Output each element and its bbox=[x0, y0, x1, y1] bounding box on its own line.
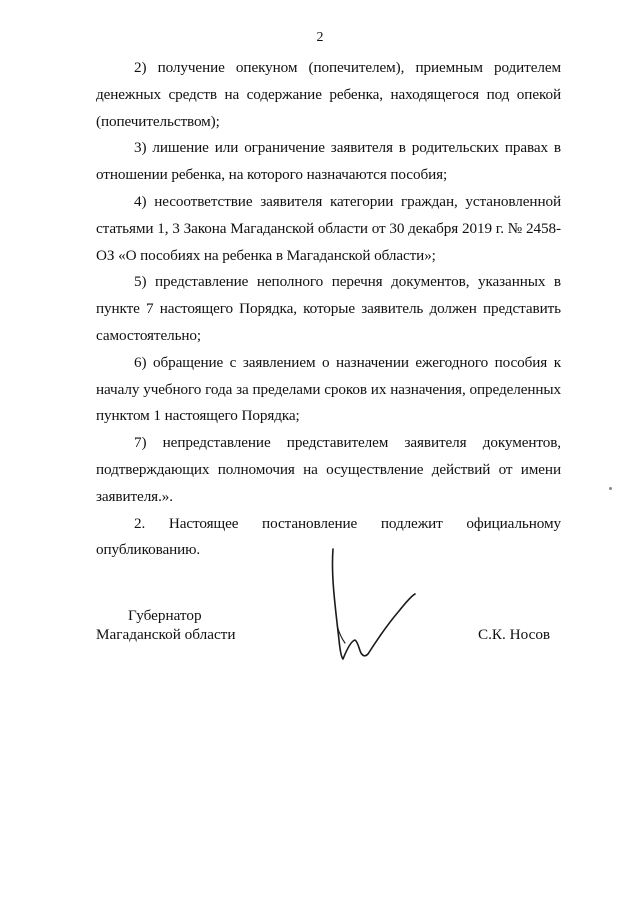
paragraph-item-2: 2) получение опекуном (попечителем), приемным родителем денежных средств на содержание ребенка, находящегося под опекой (попечительством); bbox=[96, 59, 561, 130]
paragraph-item-6: 6) обращение с заявлением о назначении ежегодного пособия к началу учебного года за пределами сроков их назначения, определенных пунктом 1 настоящего Порядка; bbox=[96, 353, 561, 425]
paragraph-item-3: 3) лишение или ограничение заявителя в родительских правах в отношении ребенка, на которого назначаются пособия; bbox=[96, 139, 561, 184]
signatory-name: С.К. Носов bbox=[478, 626, 551, 643]
paragraph-item-4: 4) несоответствие заявителя категории граждан, установленной статьями 1, 3 Закона Магаданской области от 30 декабря 2019 г. № 2458-ОЗ «О пособиях на ребенка в Магаданской области»; bbox=[96, 192, 561, 264]
paragraph-item-5: 5) представление неполного перечня документов, указанных в пункте 7 настоящего Порядка, которые заявитель должен представить самостоятельно; bbox=[96, 273, 561, 344]
page-number: 2 bbox=[316, 30, 324, 45]
paragraph-publication: 2. Настоящее постановление подлежит официальному опубликованию. bbox=[96, 514, 561, 559]
margin-dot bbox=[609, 487, 612, 490]
signatory-title-line2: Магаданской области bbox=[96, 626, 236, 643]
paragraph-item-7: 7) непредставление представителем заявителя документов, подтверждающих полномочия на осуществление действий от имени заявителя.». bbox=[96, 434, 561, 505]
signatory-title-line1: Губернатор bbox=[128, 607, 202, 624]
signatory-title bbox=[96, 606, 256, 644]
document-body bbox=[96, 55, 561, 564]
handwritten-signature bbox=[325, 545, 435, 670]
